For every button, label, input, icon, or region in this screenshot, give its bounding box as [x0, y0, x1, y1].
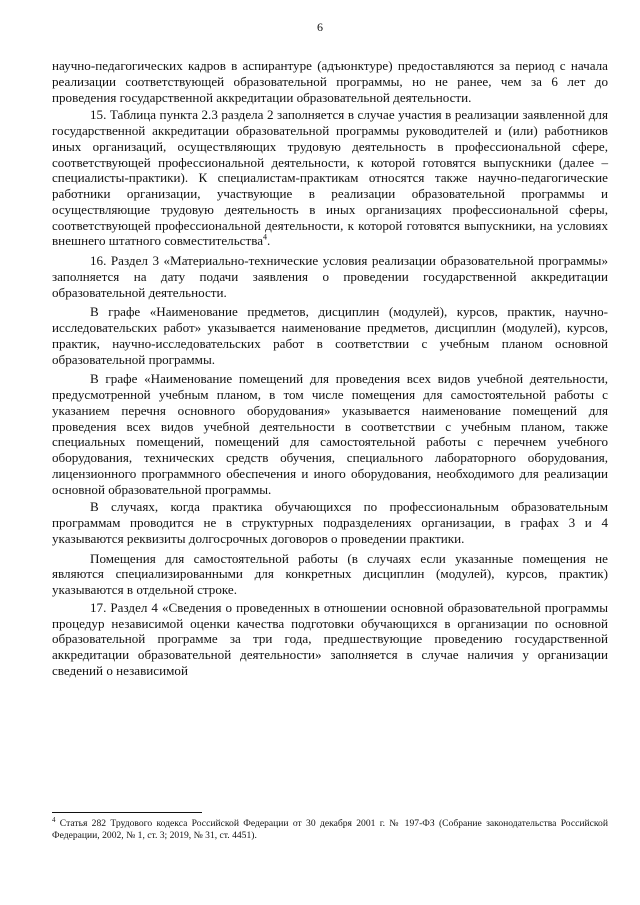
paragraph-end-punct: . [267, 233, 271, 249]
paragraph-self-study-premises: Помещения для самостоятельной работы (в случаях если указанные помещения не являются специализированными для конкретных дисциплин (модулей), курсов, практик) указываются в отдельной строке. [52, 550, 608, 597]
paragraph-item-15 [52, 107, 608, 249]
footnote-reference: 4 [263, 232, 268, 242]
footnote-divider [52, 812, 202, 813]
paragraph-continuation: научно-педагогических кадров в аспирантуре (адъюнктуре) предоставляются за период с начала реализации соответствующей образовательной программы, но не ранее, чем за 6 лет до проведения государственной аккредитации образовательной деятельности. [52, 58, 608, 105]
page-number: 6 [317, 20, 323, 34]
document-body [52, 58, 608, 679]
paragraph-item-17: 17. Раздел 4 «Сведения о проведенных в отношении основной образовательной программы процедур независимой оценки качества подготовки обучающихся в организации по основной образовательной программе за три года, предшествующие проведению государственной аккредитации образовательной деятельности» заполняется в случае наличия у организации сведений о независимой [52, 599, 608, 678]
paragraph-item-16: 16. Раздел 3 «Материально-технические условия реализации образовательной программы» заполняется на дату подачи заявления о проведении государственной аккредитации образовательной деятельности. [52, 253, 608, 300]
footnote [52, 815, 608, 842]
footnote-text: Статья 282 Трудового кодекса Российской Федерации от 30 декабря 2001 г. № 197-ФЗ (Собрание законодательства Российской Федерации, 2002, № 1, ст. 3; 2019, № 31, ст. 4451). [52, 818, 608, 841]
footnote-marker: 4 [52, 815, 56, 824]
paragraph-premises-column: В графе «Наименование помещений для проведения всех видов учебной деятельности, предусмотренной учебным планом, в том числе помещения для самостоятельной работы с указанием перечня основного оборудования» указывается наименование помещений для проведения всех видов учебной деятельности в соответствии с учебным планом, также специальных помещений, помещений для самостоятельной работы с перечнем учебного оборудования, технических средств обучения, специального лабораторного оборудования, лицензионного программного обеспечения и иного оборудования, необходимого для реализации основной образовательной программы. [52, 371, 608, 497]
paragraph-practice-cases: В случаях, когда практика обучающихся по профессиональным образовательным программам проводится не в структурных подразделениях организации, в графах 3 и 4 указываются реквизиты долгосрочных договоров о проведении практики. [52, 499, 608, 546]
paragraph-subjects-column: В графе «Наименование предметов, дисциплин (модулей), курсов, практик, научно-исследовательских работ» указывается наименование предметов, дисциплин (модулей), курсов, практик, научно-исследовательских работ в соответствии с учебным планом основной образовательной программы. [52, 304, 608, 367]
paragraph-text: 15. Таблица пункта 2.3 раздела 2 заполняется в случае участия в реализации заявленной для государственной аккредитации образовательной программы руководителей и (или) работников иных организаций, осуществляющих трудовую деятельность в профессиональной сфере, соответствующей профессиональной деятельности, к которой готовятся выпускники (далее – специалисты-практики). К специалистам-практикам относятся также научно-педагогические работники организации, участвующие в реализации образовательной программы и осуществляющие трудовую деятельность в иных организациях профессиональной сферы, соответствующей профессиональной деятельности, к которой готовятся выпускники, на условиях внешнего штатного совместительства [52, 107, 608, 249]
